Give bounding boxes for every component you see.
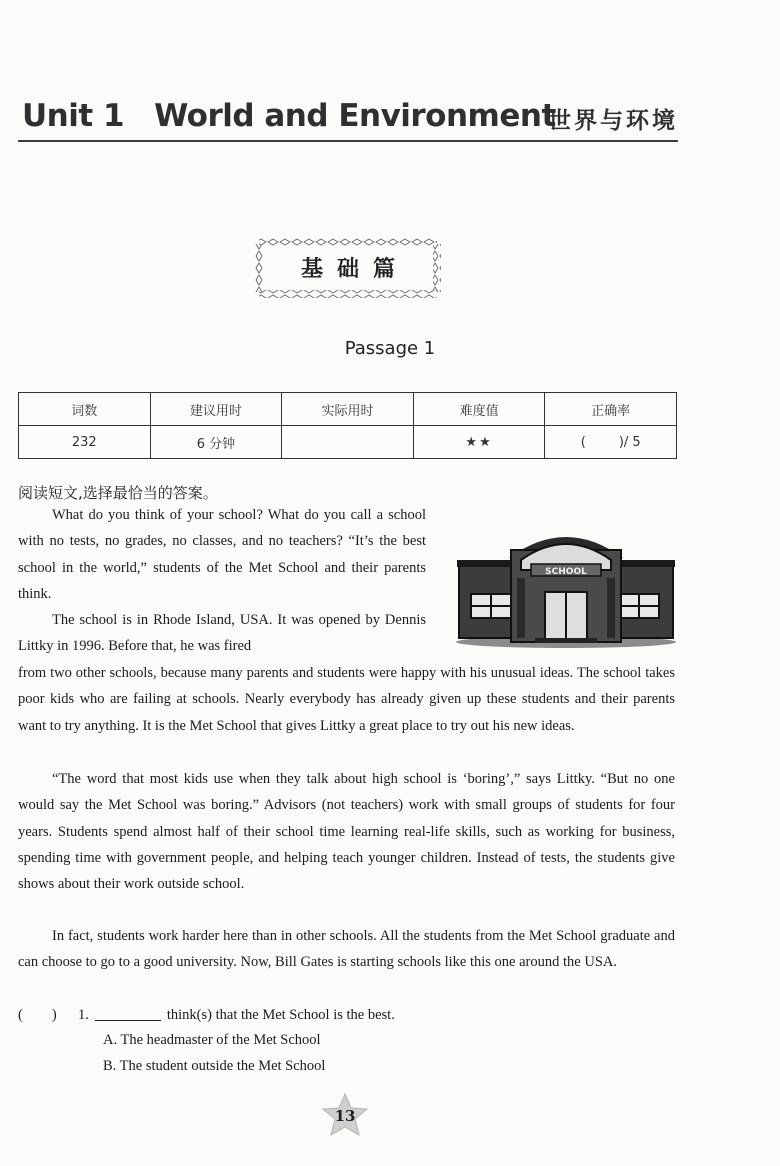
header-cell: 实际用时	[282, 393, 414, 426]
header-cell: 建议用时	[150, 393, 282, 426]
header-cell: 词数	[19, 393, 151, 426]
school-sign-text: SCHOOL	[545, 567, 587, 577]
suggested-time-cell: 6 分钟	[150, 426, 282, 459]
table-row	[19, 426, 677, 459]
table-header-row	[19, 393, 677, 426]
question-number: 1.	[78, 1007, 89, 1023]
answer-blank[interactable]	[95, 1006, 161, 1021]
unit-title	[22, 98, 556, 134]
section-label: 基础篇	[300, 257, 409, 282]
header-cell: 难度值	[413, 393, 545, 426]
paragraph: In fact, students work harder here than in other schools. All the students from the Met School graduate and can choose to go to a good university. Now, Bill Gates is starting schools like this one around the USA.	[18, 928, 675, 971]
accuracy-cell[interactable]: ( )/ 5	[545, 426, 677, 459]
school-building-illustration	[455, 518, 677, 648]
actual-time-cell[interactable]	[282, 426, 414, 459]
word-count-cell: 232	[19, 426, 151, 459]
unit-name: World and Environment	[154, 98, 556, 134]
unit-name-cn: 世界与环境	[548, 108, 678, 134]
question-1	[18, 1006, 395, 1024]
answer-paren[interactable]: ( )	[18, 1007, 57, 1023]
paragraph: “The word that most kids use when they talk about high school is ‘boring’,” says Littky. “But no one would say the Met School was boring.” Advisors (not teachers) work with small groups of students for four years. Students spend almost half of their school time learning real-life skills, such as working for business, spending time with government people, and helping teach younger children. Instead of tests, the students give shows about their work outside school.	[18, 771, 675, 893]
paragraph: What do you think of your school? What do you call a school with no tests, no grades, no classes, and no teachers? “It’s the best school in the world,” students of the Met School and their parents think.	[18, 507, 426, 602]
passage-title: Passage 1	[344, 338, 436, 359]
instruction-text: 阅读短文,选择最恰当的答案。	[18, 484, 218, 502]
option-b[interactable]: B. The student outside the Met School	[103, 1058, 326, 1074]
paragraph: The school is in Rhode Island, USA. It was opened by Dennis Littky in 1996. Before that, he was fired	[18, 612, 426, 655]
stats-table	[18, 392, 677, 459]
paragraph: from two other schools, because many parents and students were happy with his unusual ideas. The school takes poor kids who are failing at schools. Nearly everybody has already given up these students and their parents want to try anything. It is the Met School that gives Littky a great place to try out his new ideas.	[18, 665, 675, 734]
difficulty-cell: ★★	[413, 426, 545, 459]
option-a[interactable]: A. The headmaster of the Met School	[103, 1032, 321, 1048]
unit-label: Unit 1	[22, 98, 125, 134]
section-label-box	[255, 238, 441, 298]
page-number: 13	[334, 1107, 356, 1125]
unit-header	[18, 96, 678, 142]
question-stem: think(s) that the Met School is the best.	[166, 1007, 395, 1023]
header-cell: 正确率	[545, 393, 677, 426]
page-number-badge	[321, 1092, 369, 1138]
